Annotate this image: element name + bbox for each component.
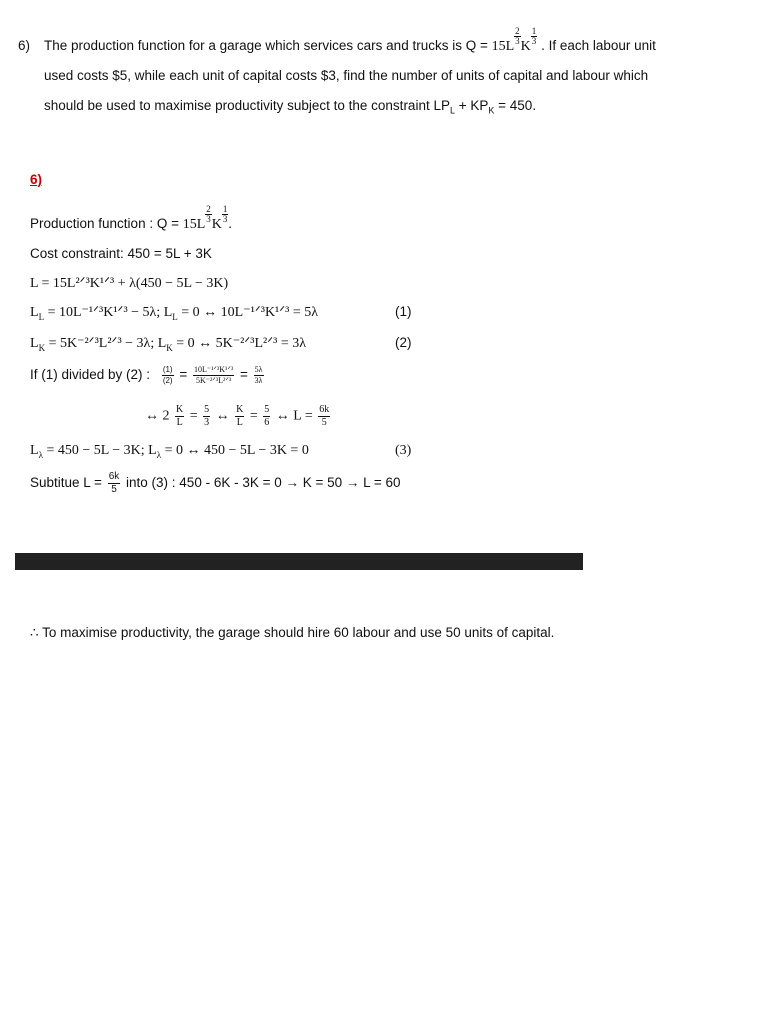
redaction-bar: [15, 553, 583, 570]
eq3-rest2: = 0 ↔ 450 − 5L − 3K = 0: [161, 443, 309, 458]
simplify-fraction-4: $\frac{5}{6}$: [264, 404, 270, 428]
equation-2-tag: (2): [395, 335, 412, 350]
simplify-arrow: ↔ 2: [145, 408, 170, 424]
substitution-fraction: $\frac{6k}{5}$: [108, 471, 120, 495]
production-function-line: [30, 204, 232, 235]
question-line-2: used costs $5, while each unit of capital costs $3, find the number of units of capital and labour which: [44, 68, 649, 83]
substitution-line: [30, 472, 401, 495]
equation-3-line: [30, 443, 309, 460]
equation-1-tag: (1): [395, 304, 412, 319]
equation-1-line: [30, 304, 318, 322]
divide-label: If (1) divided by (2) :: [30, 367, 151, 383]
eq1-rest: = 10L⁻¹ᐟ³K¹ᐟ³ − 5λ; L: [44, 305, 173, 320]
question-line-3-mid: + KP: [454, 98, 489, 113]
cost-constraint-line: Cost constraint: 450 = 5L + 3K: [30, 246, 212, 261]
question-number: 6): [18, 38, 31, 53]
solution-label[interactable]: 6): [30, 172, 43, 187]
substitution-text-a: Subtitue L =: [30, 475, 102, 491]
question-line-3-end: = 450.: [494, 98, 537, 113]
eq2-sub2: K: [166, 342, 173, 353]
eq1-sub: L: [38, 311, 45, 322]
question-line-1-text-b: . If each labour unit: [541, 38, 656, 53]
simplify-fraction-2: $\frac{5}{3}$: [204, 404, 210, 428]
question-line-3-sub-l: L: [449, 105, 455, 116]
simplify-line: ↔ 2 $\frac{K}{L}$ = $\frac{5}{3}$ ↔ $\frac{K}{L}$ = $\frac{5}{6}$ ↔ L = $\frac{6k}{5}$: [145, 404, 330, 428]
eq1-l: L: [30, 305, 39, 320]
conclusion-line: ∴ To maximise productivity, the garage should hire 60 labour and use 50 units of capital.: [30, 625, 555, 640]
question-line-1-text-a: The production function for a garage which services cars and trucks is Q =: [44, 38, 488, 53]
production-function-formula: 15L $\frac{2}{3}$ K $\frac{1}{3}$ .: [182, 204, 232, 232]
equation-2-line: [30, 335, 306, 353]
lagrangian-line: L = 15L²ᐟ³K¹ᐟ³ + λ(450 − 5L − 3K): [30, 276, 229, 291]
production-function-label: Production function : Q =: [30, 216, 179, 231]
eq2-sub: K: [38, 342, 46, 353]
question-line-3: [44, 98, 536, 116]
eq3-sub2: λ: [156, 449, 162, 460]
eq3-rest: = 450 − 5L − 3K; L: [42, 443, 157, 458]
substitution-text-b: into (3) : 450 - 6K - 3K = 0 → K = 50 → L = 60: [126, 475, 401, 491]
question-line-3-sub-k: K: [488, 105, 495, 116]
simplify-fraction-3: $\frac{K}{L}$: [236, 404, 244, 428]
simplify-l: L =: [293, 408, 313, 424]
eq2-l: L: [30, 336, 39, 351]
question-production-formula: 15L $\frac{2}{3}$ K $\frac{1}{3}$: [491, 26, 537, 54]
eq1-sub2: L: [172, 311, 178, 322]
question-line-3-text: should be used to maximise productivity subject to the constraint LP: [44, 98, 450, 113]
divide-line: If (1) divided by (2) : $\frac{(1)}{(2)}$ = $\frac{\text{10L⁻¹ᐟ³K¹ᐟ³}}{\text{5K⁻²ᐟ³L²ᐟ³}}$ = $\frac{5\lambda}{3\lambda}$: [30, 365, 263, 385]
divide-fraction-3: $\frac{5\lambda}{3\lambda}$: [254, 365, 263, 385]
question-line-1: [44, 26, 656, 57]
eq3-l: L: [30, 443, 39, 458]
simplify-fraction-1: $\frac{K}{L}$: [176, 404, 184, 428]
eq3-sub: λ: [38, 449, 43, 460]
equation-3-tag: (3): [395, 443, 412, 458]
divide-fraction-1: $\frac{(1)}{(2)}$: [162, 365, 173, 385]
eq2-rest2: = 0 ↔ 5K⁻²ᐟ³L²ᐟ³ = 3λ: [172, 336, 307, 351]
divide-fraction-2: $\frac{\text{10L⁻¹ᐟ³K¹ᐟ³}}{\text{5K⁻²ᐟ³L²ᐟ³}}$: [193, 365, 234, 385]
eq1-rest2: = 0 ↔ 10L⁻¹ᐟ³K¹ᐟ³ = 5λ: [177, 305, 319, 320]
eq2-rest: = 5K⁻²ᐟ³L²ᐟ³ − 3λ; L: [45, 336, 167, 351]
simplify-fraction-5: $\frac{6k}{5}$: [319, 404, 330, 428]
